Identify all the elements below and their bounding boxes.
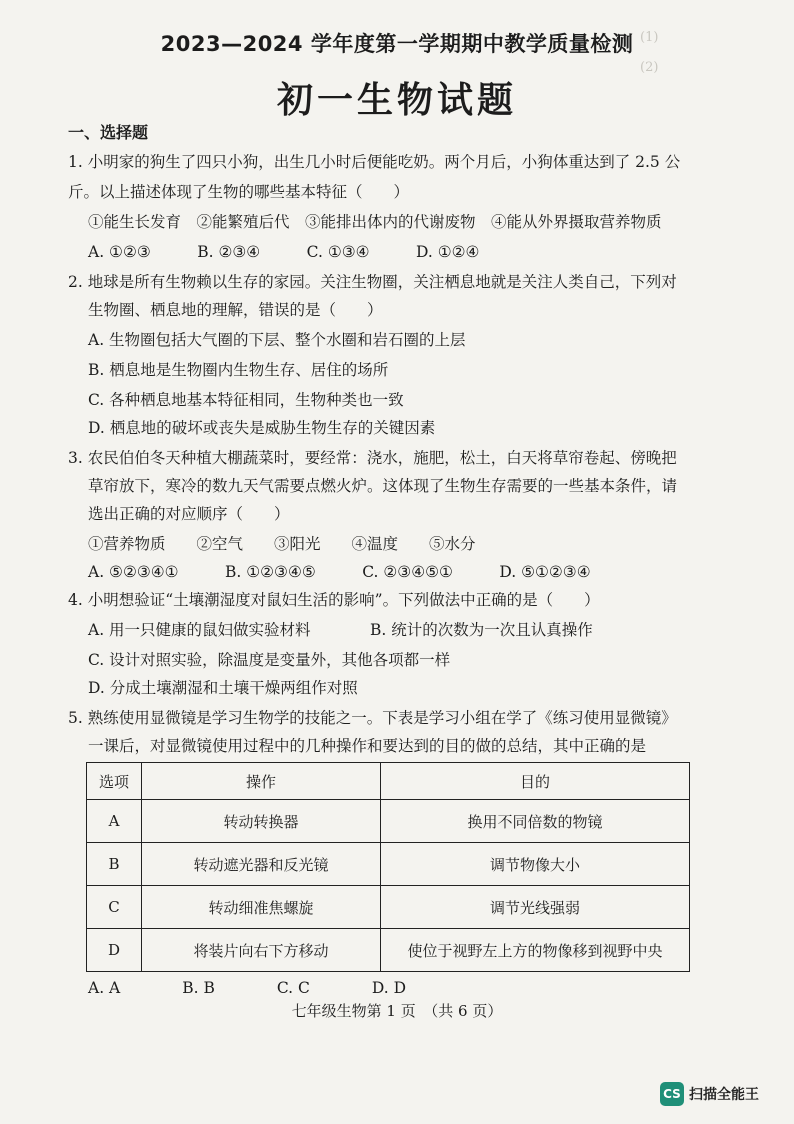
table-header-cell: 选项 — [87, 763, 142, 800]
question-2-option-d: D. 栖息地的破坏或丧失是威胁生物生存的关键因素 — [88, 419, 436, 437]
camscanner-logo-icon: CS — [660, 1082, 684, 1106]
scanner-watermark — [660, 1082, 759, 1106]
table-cell: A — [87, 800, 142, 843]
question-5-line-1: 5. 熟练使用显微镜是学习生物学的技能之一。下表是学习小组在学了《练习使用显微镜》 — [68, 709, 677, 727]
table-row — [87, 886, 690, 929]
question-4-option-c: C. 设计对照实验，除温度是变量外，其他各项都一样 — [88, 651, 451, 669]
table-cell: 转动遮光器和反光镜 — [142, 843, 381, 886]
question-4-option-a: A. 用一只健康的鼠妇做实验材料 — [88, 621, 311, 639]
microscope-operations-table — [86, 762, 690, 972]
question-2-option-c: C. 各种栖息地基本特征相同，生物种类也一致 — [88, 391, 404, 409]
table-row — [87, 929, 690, 972]
question-3-line-1: 3. 农民伯伯冬天种植大棚蔬菜时，要经常：浇水，施肥，松土，白天将草帘卷起、傍晚把 — [68, 449, 677, 467]
question-4-option-b: B. 统计的次数为一次且认真操作 — [370, 621, 593, 639]
question-3-options: A. ⑤②③④① B. ①②③④⑤ C. ②③④⑤① D. ⑤①②③④ — [88, 563, 591, 581]
table-header-row — [87, 763, 690, 800]
question-1-statements: ①能生长发育 ②能繁殖后代 ③能排出体内的代谢废物 ④能从外界摄取营养物质 — [88, 213, 662, 231]
question-3-line-2: 草帘放下，寒冷的数九天气需要点燃火炉。这体现了生物生存需要的一些基本条件，请 — [88, 477, 678, 495]
table-row — [87, 843, 690, 886]
question-2-line-1: 2. 地球是所有生物赖以生存的家园。关注生物圈，关注栖息地就是关注人类自己，下列对 — [68, 273, 677, 291]
question-5-options: A. A B. B C. C D. D — [88, 979, 407, 997]
question-2-line-2: 生物圈、栖息地的理解，错误的是（ ） — [88, 301, 383, 319]
table-cell: D — [87, 929, 142, 972]
table-cell: B — [87, 843, 142, 886]
table-cell: 调节光线强弱 — [381, 886, 690, 929]
table-row — [87, 800, 690, 843]
table-cell: 转动细准焦螺旋 — [142, 886, 381, 929]
table-cell: C — [87, 886, 142, 929]
table-header-cell: 目的 — [381, 763, 690, 800]
table-cell: 将装片向右下方移动 — [142, 929, 381, 972]
page-footer: 七年级生物第 1 页 （共 6 页） — [291, 1002, 503, 1020]
table-cell: 转动转换器 — [142, 800, 381, 843]
bleed-through-mark: (1) — [640, 30, 659, 45]
table-header-cell: 操作 — [142, 763, 381, 800]
question-1-options: A. ①②③ B. ②③④ C. ①③④ D. ①②④ — [88, 243, 480, 261]
table-cell: 使位于视野左上方的物像移到视野中央 — [381, 929, 690, 972]
question-4-line-1: 4. 小明想验证“土壤潮湿度对鼠妇生活的影响”。下列做法中正确的是（ ） — [68, 591, 600, 609]
question-3-statements: ①营养物质 ②空气 ③阳光 ④温度 ⑤水分 — [88, 535, 476, 553]
question-4-option-d: D. 分成土壤潮湿和土壤干燥两组作对照 — [88, 679, 358, 697]
scanner-app-name: 扫描全能王 — [689, 1087, 759, 1103]
section-title: 一、选择题 — [68, 123, 149, 142]
bleed-through-mark: (2) — [640, 60, 659, 75]
question-3-line-3: 选出正确的对应顺序（ ） — [88, 505, 290, 523]
exam-subject-title: 初一生物试题 — [276, 80, 517, 121]
question-2-option-a: A. 生物圈包括大气圈的下层、整个水圈和岩石圈的上层 — [88, 331, 466, 349]
question-5-line-2: 一课后，对显微镜使用过程中的几种操作和要达到的目的做的总结，其中正确的是 — [88, 737, 647, 755]
table-cell: 调节物像大小 — [381, 843, 690, 886]
question-1-line-2: 斤。以上描述体现了生物的哪些基本特征（ ） — [68, 183, 410, 201]
exam-header-title: 2023—2024 学年度第一学期期中教学质量检测 — [160, 32, 634, 56]
table-cell: 换用不同倍数的物镜 — [381, 800, 690, 843]
question-2-option-b: B. 栖息地是生物圈内生物生存、居住的场所 — [88, 361, 389, 379]
question-1-line-1: 1. 小明家的狗生了四只小狗，出生几小时后便能吃奶。两个月后，小狗体重达到了 2.5 公 — [68, 153, 681, 171]
